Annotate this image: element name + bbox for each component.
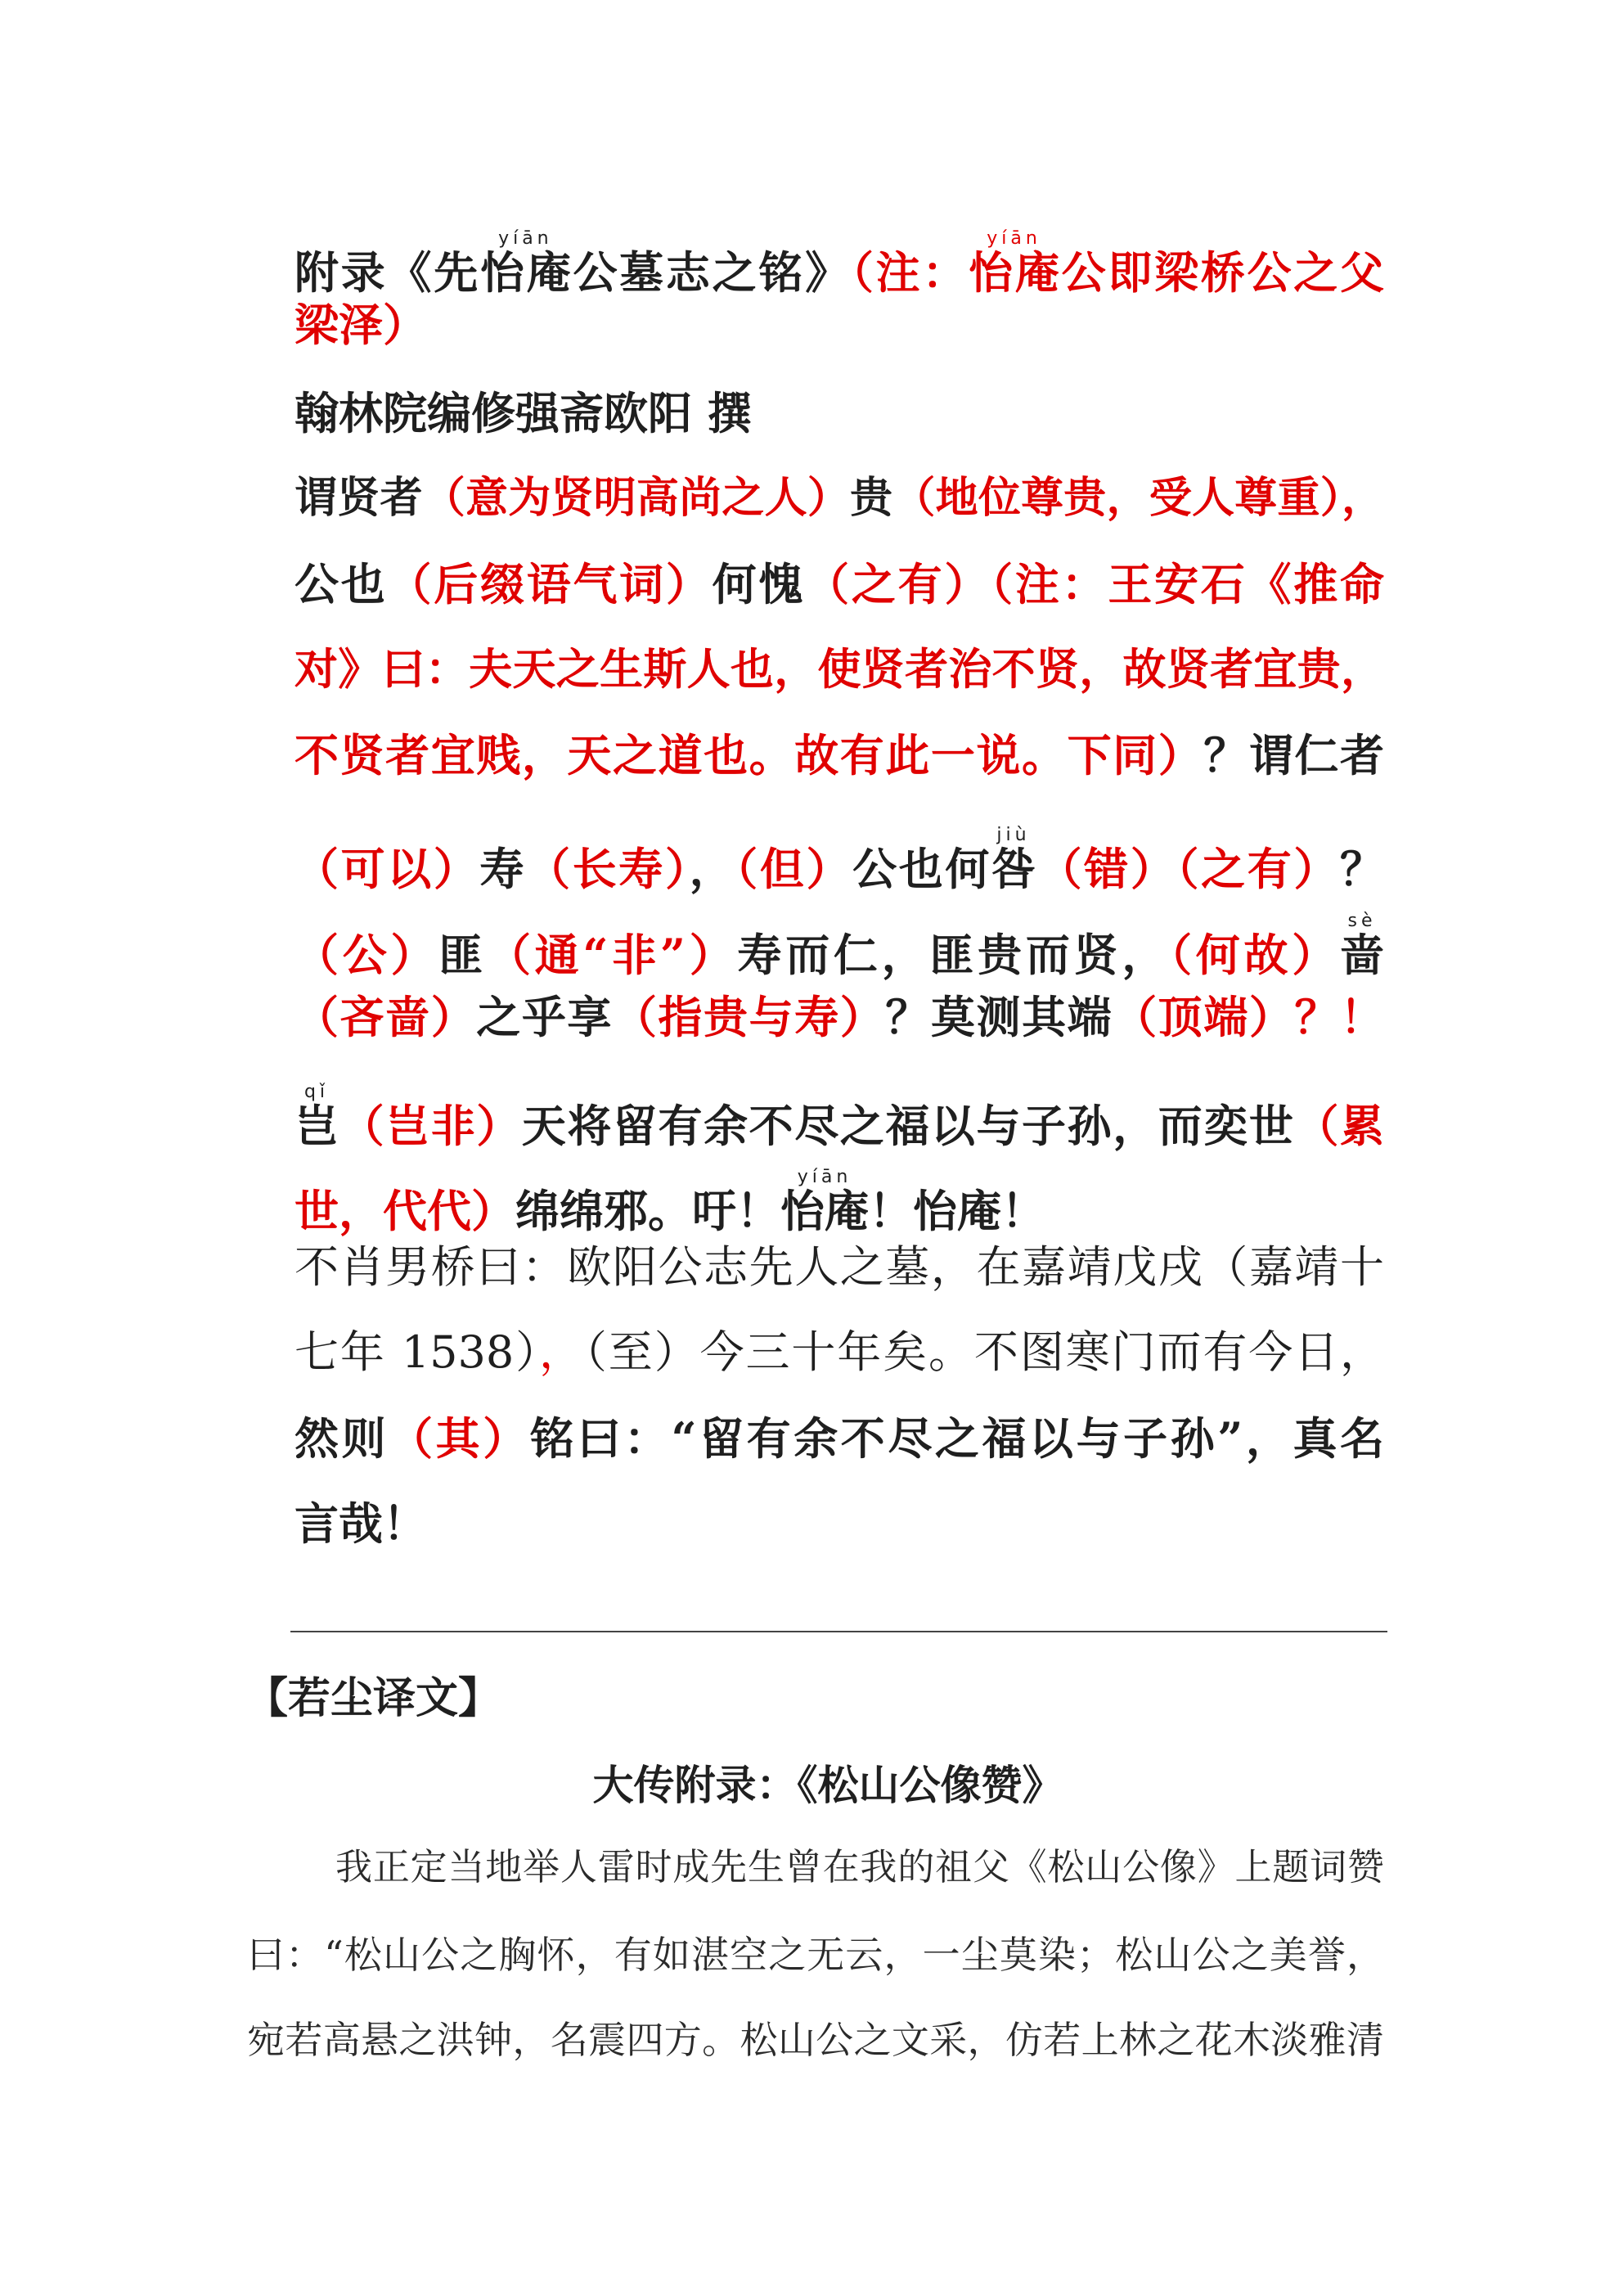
annotation-text: 公即梁桥公之父 — [1061, 246, 1385, 299]
pinyin-annotated-word — [991, 825, 1038, 895]
annotation-text: （注： — [851, 246, 969, 299]
annotation-text: （何故） — [1170, 929, 1341, 981]
pinyin-reading: yíān — [780, 1167, 869, 1187]
pinyin-reading: yíān — [969, 228, 1059, 249]
pinyin-reading: yíān — [479, 228, 571, 249]
body-text: 公墓志之铭》 — [573, 246, 852, 299]
body-text: ？谓仁者 — [1203, 729, 1385, 781]
body-text: 附录《先 — [294, 246, 480, 299]
annotation-text: （但） — [735, 843, 853, 895]
annotation-text: （顶端）？！ — [1113, 991, 1385, 1043]
pinyin-annotated-word — [780, 1167, 869, 1237]
body-text: ？莫测其端 — [885, 991, 1113, 1043]
body-text: 何愧 — [712, 558, 806, 610]
appendix-line — [294, 1413, 1384, 1464]
annotation-text: （后缀语气词） — [387, 558, 713, 610]
pinyin-reading: jiù — [991, 825, 1036, 845]
appendix-line — [294, 912, 1384, 980]
section-divider — [290, 1631, 1387, 1632]
body-text: 匪 — [438, 929, 487, 981]
annotation-text: （公） — [294, 929, 439, 981]
body-text: 公也 — [294, 558, 388, 610]
translation-line: 宛若高悬之洪钟，名震四方。松山公之文采，仿若上林之花木淡雅清 — [247, 2018, 1384, 2062]
annotation-text: （吝啬） — [294, 991, 477, 1043]
annotation-text: ， — [539, 1326, 585, 1378]
appendix-line — [294, 1327, 1384, 1378]
annotation-text: 对》曰：夫天之生斯人也，使贤者治不贤，故贤者宜贵， — [294, 644, 1384, 695]
translation-section-label: 【若尘译文】 — [245, 1673, 501, 1723]
body-text: 绵绵邪。吁！ — [515, 1185, 780, 1237]
pinyin-annotated-word — [479, 228, 573, 299]
body-text: 公也何 — [852, 843, 991, 895]
body-text: 咎 — [991, 843, 1038, 895]
pinyin-annotated-word — [294, 1082, 340, 1152]
annotation-text: 怡庵 — [969, 246, 1062, 299]
annotation-text: （可以） — [294, 843, 480, 895]
annotation-text: （通“非”） — [486, 929, 738, 981]
appendix-line — [294, 299, 1384, 350]
appendix-line — [294, 1242, 1384, 1293]
annotation-text: （错）（之有） — [1037, 843, 1340, 895]
pinyin-annotated-word — [1340, 911, 1385, 981]
appendix-line — [294, 559, 1384, 610]
pinyin-reading: qǐ — [294, 1082, 339, 1102]
body-text: 之乎享 — [476, 991, 613, 1043]
annotation-text: （意为贤明高尚之人） — [422, 473, 851, 523]
annotation-text: （长寿） — [526, 843, 690, 895]
annotation-text: （之有）（注：王安石《推命 — [805, 558, 1385, 610]
body-text: 七年 1538） — [294, 1326, 540, 1378]
appendix-line — [294, 992, 1384, 1042]
body-text: 寿而仁，匪贵而贤， — [737, 929, 1171, 981]
body-text: 怡庵 — [479, 246, 573, 299]
appendix-line — [294, 1168, 1384, 1236]
appendix-line — [294, 1083, 1384, 1151]
body-text: 翰林院编修强斋欧阳 撰 — [294, 387, 752, 439]
appendix-line — [294, 1498, 1384, 1549]
body-text: ？ — [1340, 843, 1384, 895]
annotation-text: （其） — [389, 1412, 530, 1465]
appendix-line — [294, 730, 1384, 781]
body-text: ， — [689, 843, 736, 895]
body-text: 啬 — [1340, 929, 1385, 981]
annotation-text: 世，代代） — [294, 1185, 515, 1237]
body-text: （至）今三十年矣。不图寒门而有今日， — [584, 1326, 1385, 1378]
body-text: 铭曰：“留有余不尽之福以与子孙”，真名 — [529, 1412, 1385, 1465]
body-text: 言哉！ — [294, 1497, 427, 1550]
body-text: 谓贤者 — [294, 473, 423, 523]
pinyin-annotated-word — [969, 228, 1062, 299]
body-text: 怡庵 — [780, 1185, 869, 1237]
appendix-line — [294, 230, 1384, 298]
pinyin-reading: sè — [1340, 911, 1385, 931]
translation-title: 大传附录：《松山公像赞》 — [592, 1761, 1063, 1809]
translation-line: 曰：“松山公之胸怀，有如湛空之无云，一尘莫染；松山公之美誉， — [247, 1933, 1384, 1977]
appendix-line — [294, 473, 1384, 524]
translation-line: 我正定当地举人雷时成先生曾在我的祖父《松山公像》上题词赞 — [335, 1845, 1384, 1889]
annotation-text: 梁泽） — [294, 299, 427, 351]
appendix-line — [294, 826, 1384, 894]
annotation-text: （指贵与寿） — [612, 991, 886, 1043]
annotation-text: 不贤者宜贱，天之道也。故有此一说。下同） — [294, 729, 1204, 781]
appendix-line — [294, 644, 1384, 695]
annotation-text: （地位尊贵，受人尊重）， — [892, 473, 1384, 523]
annotation-text: （累 — [1294, 1100, 1385, 1152]
body-text: 不肖男桥曰：欧阳公志先人之墓，在嘉靖戊戌（嘉靖十 — [294, 1241, 1384, 1293]
body-text: 寿 — [479, 843, 527, 895]
body-text: 天将留有余不尽之福以与子孙，而奕世 — [521, 1100, 1295, 1152]
body-text: 贵 — [850, 473, 893, 523]
body-text: ！怡庵！ — [869, 1185, 1045, 1237]
appendix-author-line — [294, 388, 1384, 439]
body-text: 岂 — [294, 1100, 340, 1152]
annotation-text: （岂非） — [339, 1100, 522, 1152]
body-text: 然则 — [294, 1412, 389, 1465]
